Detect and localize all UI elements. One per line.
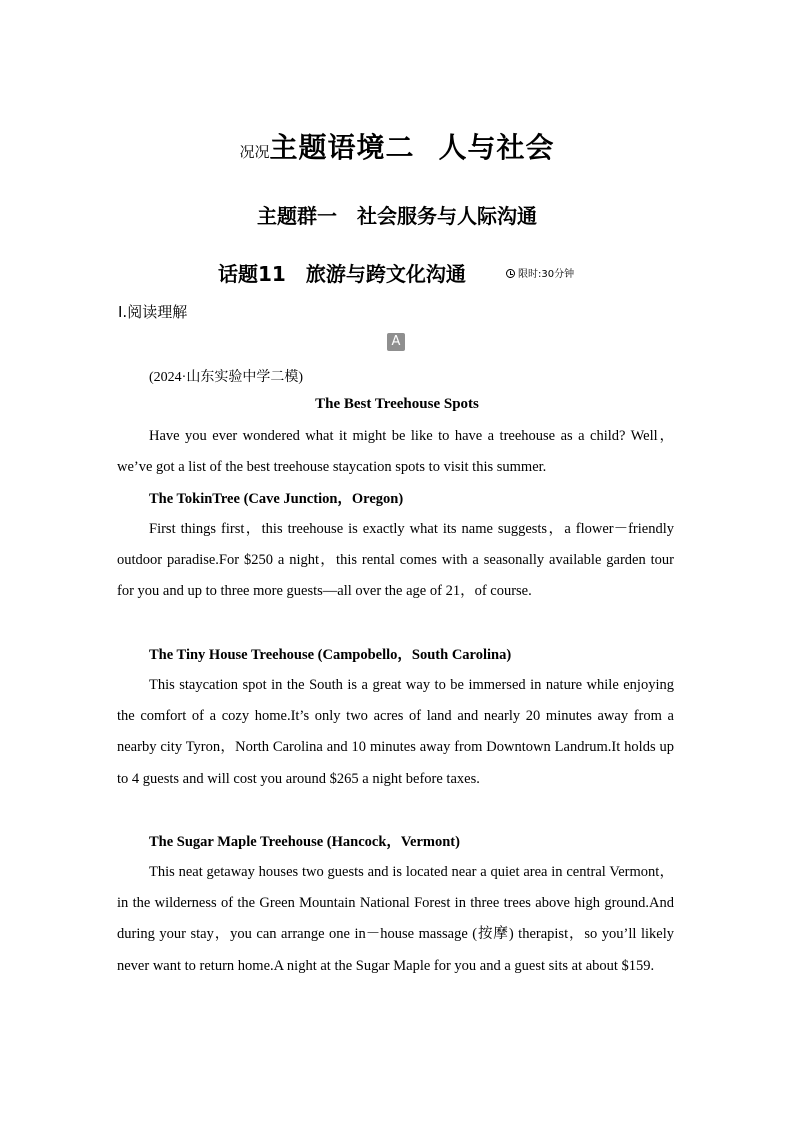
item-name: The TokinTree: [149, 491, 240, 507]
topic-number: 话题11: [218, 262, 286, 286]
item-location: (Hancock，Vermont): [326, 834, 460, 850]
theme-group: 主题群一: [257, 204, 337, 228]
item-heading: [149, 489, 403, 509]
time-limit-text: 限时:30分钟: [518, 269, 575, 280]
item-name: The Sugar Maple Treehouse: [149, 834, 324, 850]
article-title: The Best Treehouse Spots: [315, 396, 479, 412]
item-location: (Campobello，South Carolina): [317, 647, 512, 663]
article-intro: Have you ever wondered what it might be like to have a treehouse as a child? Well，we’ve got a list of the best treehouse staycation spots to visit this summer.: [117, 428, 674, 476]
item-heading: [149, 645, 511, 665]
passage-badge: A: [387, 333, 405, 351]
alarm-clock-icon: [506, 269, 515, 278]
theme-group-heading: [0, 200, 794, 229]
item-description: This neat getaway houses two guests and is located near a quiet area in central Vermont，in the wilderness of the Green Mountain National Forest in three trees above high ground.And during your stay，you can arrange one in－house massage (按摩) therapist，so you’ll likely never want to return home.A night at the Sugar Maple for you and a guest sits at about $159.: [117, 864, 674, 974]
theme-heading: [0, 126, 794, 166]
passage-source: (2024·山东实验中学二模): [149, 370, 303, 385]
topic-name: 旅游与跨文化沟通: [305, 262, 466, 286]
heading-prefix: 况况: [239, 143, 270, 161]
item-description: This staycation spot in the South is a great way to be immersed in nature while enjoying the comfort of a cozy home.It’s only two acres of land and nearly 20 minutes away from a nearby city Tyron，North Carolina and 10 minutes away from Downtown Landrum.It holds up to 4 guests and will cost you around $265 a night before taxes.: [117, 677, 674, 787]
theme-name: 人与社会: [438, 131, 555, 164]
theme-group-name: 社会服务与人际沟通: [357, 204, 537, 228]
item-description: First things first，this treehouse is exactly what its name suggests，a flower－friendly outdoor paradise.For $250 a night，this rental comes with a seasonally available garden tour for you and up to three more guests—all over the age of 21，of course.: [117, 521, 674, 600]
time-limit: [506, 265, 574, 280]
item-name: The Tiny House Treehouse: [149, 647, 315, 663]
item-location: (Cave Junction，Oregon): [243, 491, 404, 507]
topic-heading: [218, 258, 466, 287]
item-heading: [149, 832, 460, 852]
theme-context: 主题语境二: [269, 131, 415, 164]
section-label: Ⅰ.阅读理解: [118, 303, 188, 321]
